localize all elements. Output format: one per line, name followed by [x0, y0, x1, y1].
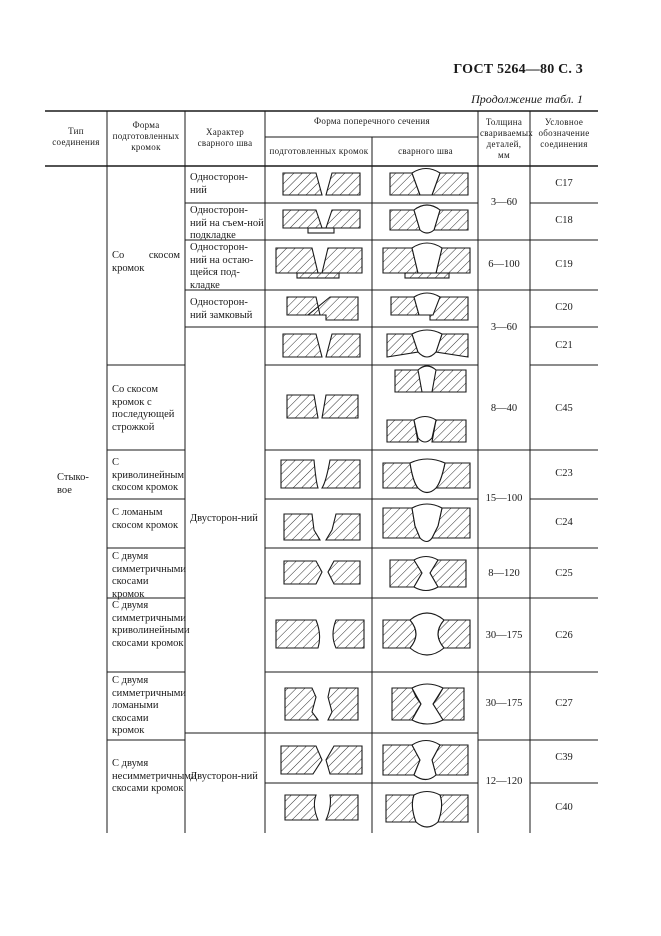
- col-prepared-header: подготовленных кромок: [269, 146, 369, 156]
- designation-cell: С39: [555, 752, 573, 763]
- designation-cell: С26: [555, 630, 573, 641]
- designation-cell: С25: [555, 568, 573, 579]
- col-weld-char-header: Характер сварного шва: [197, 127, 253, 148]
- weld-char-one-sided: Односторон-ний: [190, 172, 248, 196]
- plate-left-c17: [283, 173, 322, 195]
- designation-cell: С21: [555, 340, 573, 351]
- edge-form-sym-two: С двумя симметричными скосами кромок: [112, 551, 187, 600]
- designation-cell: С27: [555, 698, 573, 709]
- designation-cell: С19: [555, 259, 573, 270]
- edge-form-sym-broken: С двумя симметричными ломаными скосами кромок: [112, 675, 187, 736]
- weld-char-lock: Односторон-ний замковый: [190, 297, 253, 321]
- edge-form-broken: С ломаным скосом кромок: [112, 507, 179, 531]
- edge-form-asym-two: С двумя несимметричными скосами кромок: [112, 758, 197, 794]
- col-edge-form-header: Форма подготовленных кромок: [112, 120, 180, 152]
- designation-cell: С20: [555, 302, 573, 313]
- weld-char-two-sided: Двусторон-ний: [190, 513, 258, 524]
- thickness-cell: 6—100: [488, 259, 520, 270]
- designation-cell: С23: [555, 468, 573, 479]
- edge-form-bevel: Со скосом кромок: [112, 250, 180, 274]
- col-designation-header: Условное обозначение соединения: [538, 117, 590, 149]
- edge-form-bevel-gouge: Со скосом кромок с последующей строжкой: [112, 384, 175, 433]
- thickness-cell: 8—120: [488, 568, 520, 579]
- col-weld-header: сварного шва: [398, 146, 453, 156]
- designation-cell: С45: [555, 403, 573, 414]
- edge-form-curvilinear: С криволинейным скосом кромок: [112, 457, 185, 493]
- thickness-cell: 15—100: [485, 493, 523, 504]
- col-thickness-header: Толщина свариваемых деталей, мм: [480, 117, 534, 160]
- joint-type-label: Стыко-вое: [57, 472, 89, 496]
- thickness-cell: 3—60: [490, 197, 518, 208]
- thickness-cell: 8—40: [490, 403, 518, 414]
- designation-cell: С17: [555, 178, 573, 189]
- edge-form-sym-curv: С двумя симметричными криволинейными скосами кромок: [112, 600, 190, 649]
- weld-char-remaining: Односторон-ний на остаю-щейся под-кладке: [190, 242, 254, 291]
- thickness-cell: 30—175: [485, 698, 523, 709]
- thickness-cell: 3—60: [490, 322, 518, 333]
- thickness-cell: 30—175: [485, 630, 523, 641]
- col-type-header: Тип соединения: [52, 126, 100, 147]
- plate-right-c17: [326, 173, 360, 195]
- thickness-cell: 12—120: [485, 776, 523, 787]
- weld-char-removable: Односторон-ний на съем-ной подкладке: [190, 205, 264, 241]
- designation-cell: С40: [555, 802, 573, 813]
- designation-cell: С24: [555, 517, 573, 528]
- continuation-label: Продолжение табл. 1: [471, 92, 583, 106]
- designation-cell: С18: [555, 215, 573, 226]
- page-header: ГОСТ 5264—80 С. 3: [453, 62, 583, 77]
- col-cross-section-header: Форма поперечного сечения: [314, 116, 430, 126]
- weld-char-two-sided-2: Двусторон-ний: [190, 771, 258, 782]
